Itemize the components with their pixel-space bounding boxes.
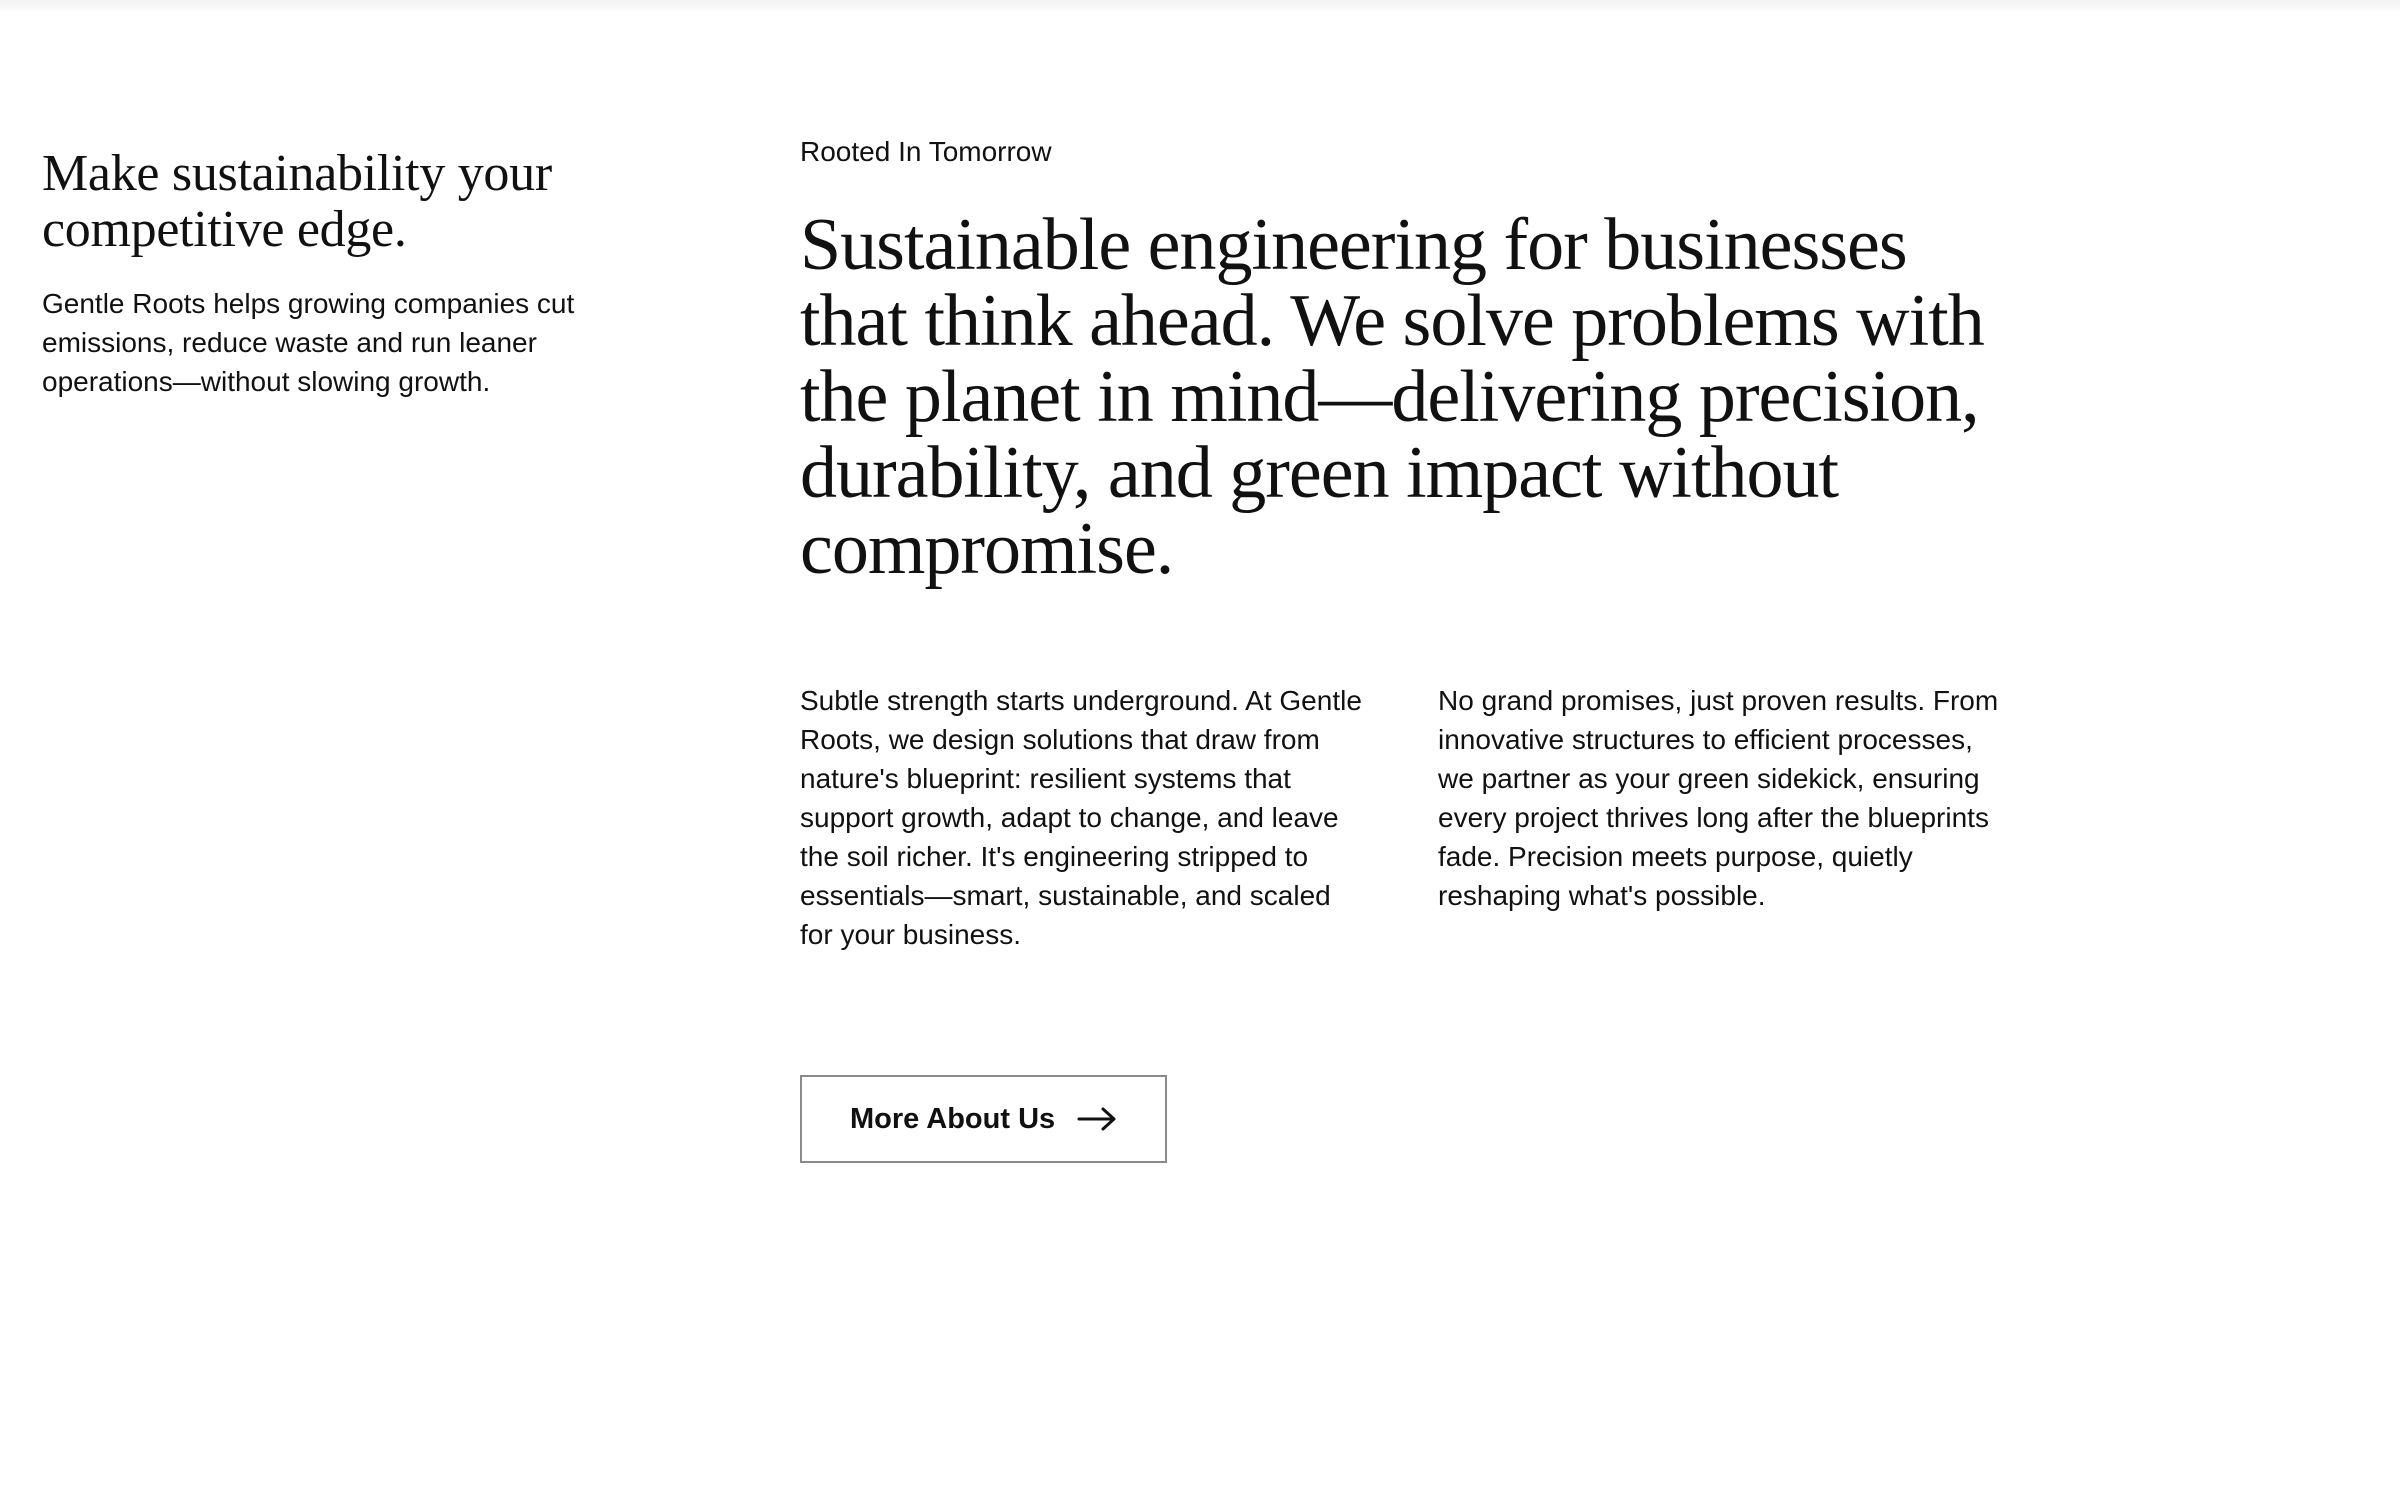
intro-description: Gentle Roots helps growing companies cut emissions, reduce waste and run leaner operations—without slowing growth. — [42, 288, 575, 397]
about-paragraph-right: No grand promises, just proven results. From innovative structures to efficient processes, we partner as your green sidekick, ensuring every project thrives long after the blueprints fade. Precision meets purpose, quietly reshaping what's possible. — [1438, 685, 1999, 911]
about-section — [800, 134, 2000, 1163]
more-about-us-button[interactable] — [800, 1075, 1167, 1163]
about-headline: Sustainable engineering for businesses that think ahead. We solve problems with the planet in mind—delivering precision, durability, and green impact without compromise. — [800, 204, 1984, 590]
about-paragraph-left: Subtle strength starts underground. At Gentle Roots, we design solutions that draw from nature's blueprint: resilient systems that support growth, adapt to change, and leave the soil richer. It's engineering stripped to essentials—smart, sustainable, and scaled for your business. — [800, 685, 1362, 950]
header-shadow — [0, 0, 2400, 14]
section-eyebrow: Rooted In Tomorrow — [800, 136, 1052, 167]
arrow-right-icon — [1077, 1106, 1117, 1132]
about-columns — [800, 681, 2000, 954]
intro-heading: Make sustainability your competitive edge. — [42, 145, 552, 258]
more-about-us-label: More About Us — [850, 1102, 1056, 1135]
intro-section — [42, 146, 682, 401]
